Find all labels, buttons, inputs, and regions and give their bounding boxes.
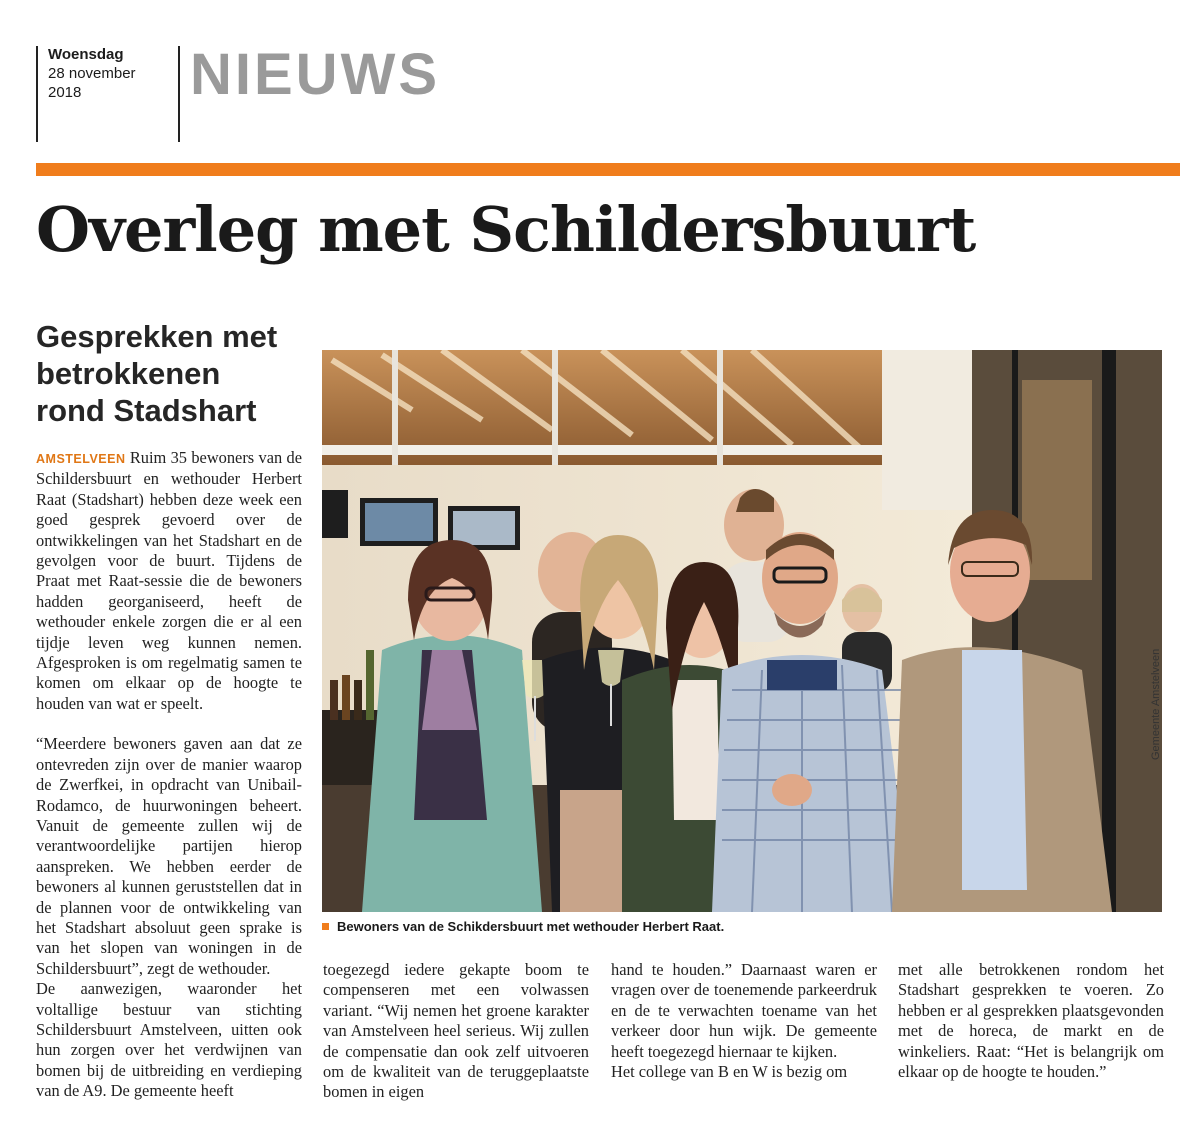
photo-credit: Gemeente Amstelveen xyxy=(1150,648,1162,760)
date-line-2: 2018 xyxy=(48,84,82,101)
article-column-2 xyxy=(323,960,589,1103)
header-divider xyxy=(178,46,180,142)
column-2-text: toegezegd iedere gekapte boom te compenseren met een volwassen variant. “Wij nemen het groene karakter van Amstelveen heel serieus. Wij zullen de compensatie dan ook zelf uitvoeren om de kwaliteit van de teruggeplaatste bomen in eigen xyxy=(323,960,589,1102)
article-subheadline xyxy=(36,318,306,429)
paragraph-1 xyxy=(36,448,302,714)
photo-caption-text: Bewoners van de Schikdersbuurt met wethouder Herbert Raat. xyxy=(337,919,725,934)
paragraph-3: De aanwezigen, waaronder het voltallige bestuur van stichting Schildersbuurt Amstelveen, uitten ook hun zorgen over het verdwijnen van bomen bij de uitbreiding en verdieping van de A9. De gemeente heeft xyxy=(36,979,302,1101)
caption-marker xyxy=(322,923,329,930)
column-3-text: hand te houden.” Daarnaast waren er vragen over de toenemende parkeerdruk en de te verwachten toename van het verkeer door hun wijk. De gemeente heeft toegezegd hiernaar te kijken. xyxy=(611,960,877,1061)
section-title: NIEUWS xyxy=(190,42,440,107)
date-day: Woensdag xyxy=(48,46,124,63)
photo-caption xyxy=(322,918,724,936)
article-photo xyxy=(322,350,1162,912)
accent-bar xyxy=(36,163,1180,176)
paragraph-1-text: Ruim 35 bewoners van de Schildersbuurt en wethouder Herbert Raat (Stadshart) hebben deze week een goed gesprek gevoerd over de ontwikkelingen van het Stadshart en de gevolgen voor de buurt. Tijdens de Praat met Raat-sessie die de bewoners hadden georganiseerd, heeft de wethouder enkele zorgen die er al een tijdje leven weg kunnen nemen. Afgesproken is om regelmatig samen te komen om elkaar op de hoogte te houden van wat er speelt. xyxy=(36,448,302,713)
date-line-1: 28 november xyxy=(48,65,136,82)
article-column-1 xyxy=(36,448,302,1102)
date-block xyxy=(36,46,176,142)
group-photo-illustration xyxy=(322,350,1162,912)
column-3-text-2: Het college van B en W is bezig om xyxy=(611,1062,848,1082)
article-column-4 xyxy=(898,960,1164,1082)
subheadline-line: betrokkenen xyxy=(36,356,221,391)
paragraph-2: “Meerdere bewoners gaven aan dat ze ontevreden zijn over de manier waarop de Zwerfkei, in opdracht van Unibail-Rodamco, de huurwoningen beheert. Vanuit de gemeente zullen wij de verantwoordelijke partijen hierop aanspreken. We hebben eerder de bewoners al kunnen geruststellen dat in de plannen voor de ontwikkeling van het Stadshart absoluut geen sprake is van het slopen van woningen in de Schildersbuurt”, zegt de wethouder. xyxy=(36,734,302,978)
subheadline-line: rond Stadshart xyxy=(36,393,257,428)
article-column-3 xyxy=(611,960,877,1082)
dateline: AMSTELVEEN xyxy=(36,452,126,466)
article-headline: Overleg met Schildersbuurt xyxy=(36,193,976,266)
subheadline-line: Gesprekken met xyxy=(36,319,278,354)
column-4-text: met alle betrokkenen rondom het Stadshart gesprekken te voeren. Zo hebben er al gesprekken plaatsgevonden met de horeca, de markt en de winkeliers. Raat: “Het is belangrijk om elkaar op de hoogte te houden.” xyxy=(898,960,1164,1082)
